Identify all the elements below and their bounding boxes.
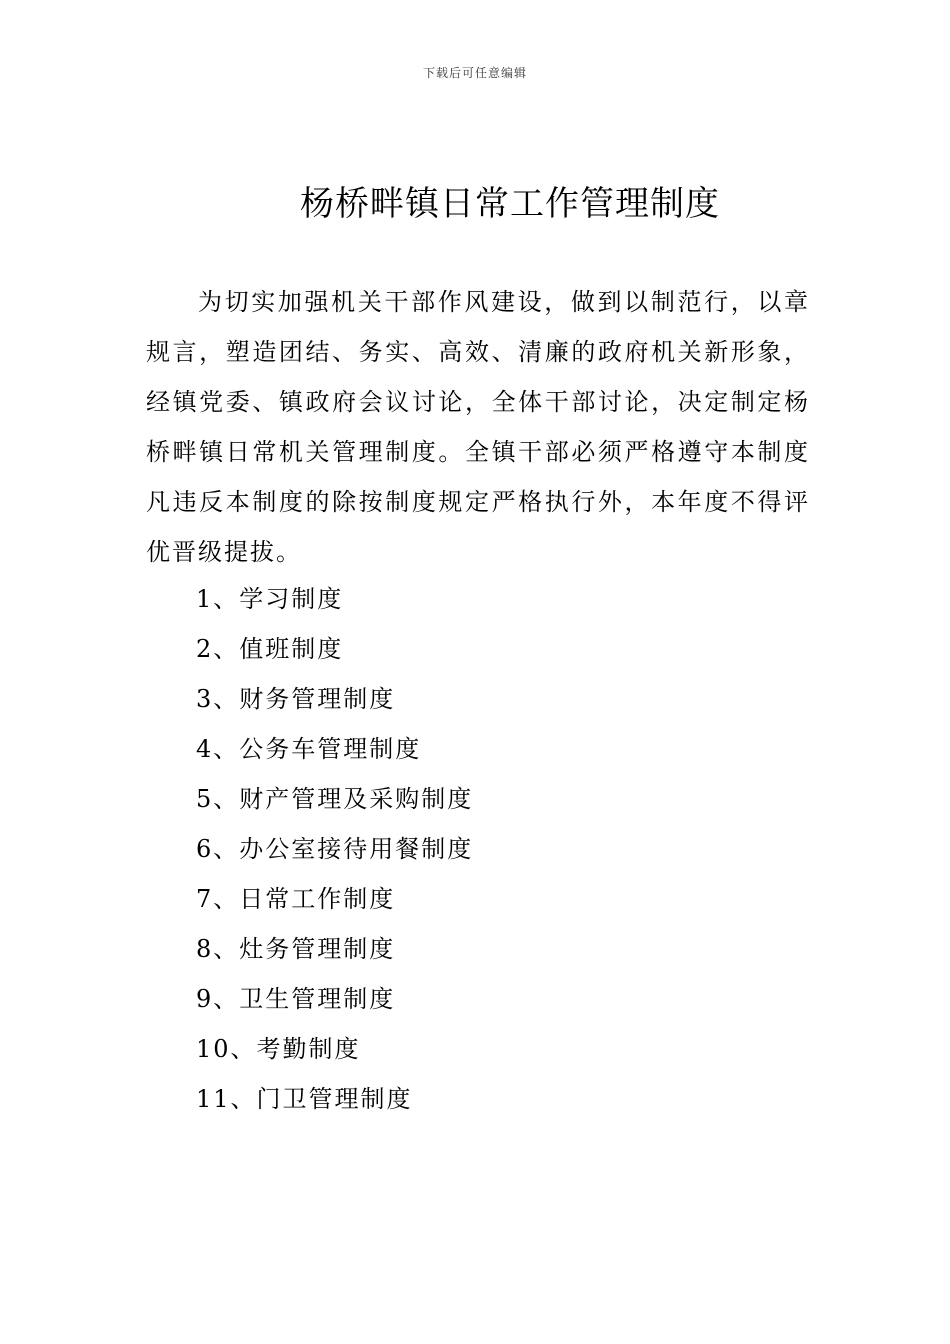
list-item: 1、学习制度 (196, 585, 344, 613)
list-item: 5、财产管理及采购制度 (196, 785, 474, 813)
list-item: 2、值班制度 (196, 635, 344, 663)
document-title: 杨桥畔镇日常工作管理制度 (300, 184, 720, 224)
regulation-list (196, 574, 473, 1124)
list-item: 4、公务车管理制度 (196, 735, 422, 763)
list-item: 10、考勤制度 (196, 1035, 361, 1063)
list-item: 3、财务管理制度 (196, 685, 396, 713)
list-item: 9、卫生管理制度 (196, 985, 396, 1013)
intro-paragraph: 为切实加强机关干部作风建设，做到以制范行，以章规言，塑造团结、务实、高效、清廉的政府机关新形象，经镇党委、镇政府会议讨论，全体干部讨论，决定制定杨桥畔镇日常机关管理制度。全镇干部必须严格遵守本制度凡违反本制度的除按制度规定严格执行外，本年度不得评优晋级提拔。 (146, 288, 810, 566)
list-item: 7、日常工作制度 (196, 885, 396, 913)
list-item: 11、门卫管理制度 (196, 1085, 413, 1113)
list-item: 8、灶务管理制度 (196, 935, 396, 963)
header-note: 下载后可任意编辑 (422, 66, 527, 80)
list-item: 6、办公室接待用餐制度 (196, 835, 474, 863)
